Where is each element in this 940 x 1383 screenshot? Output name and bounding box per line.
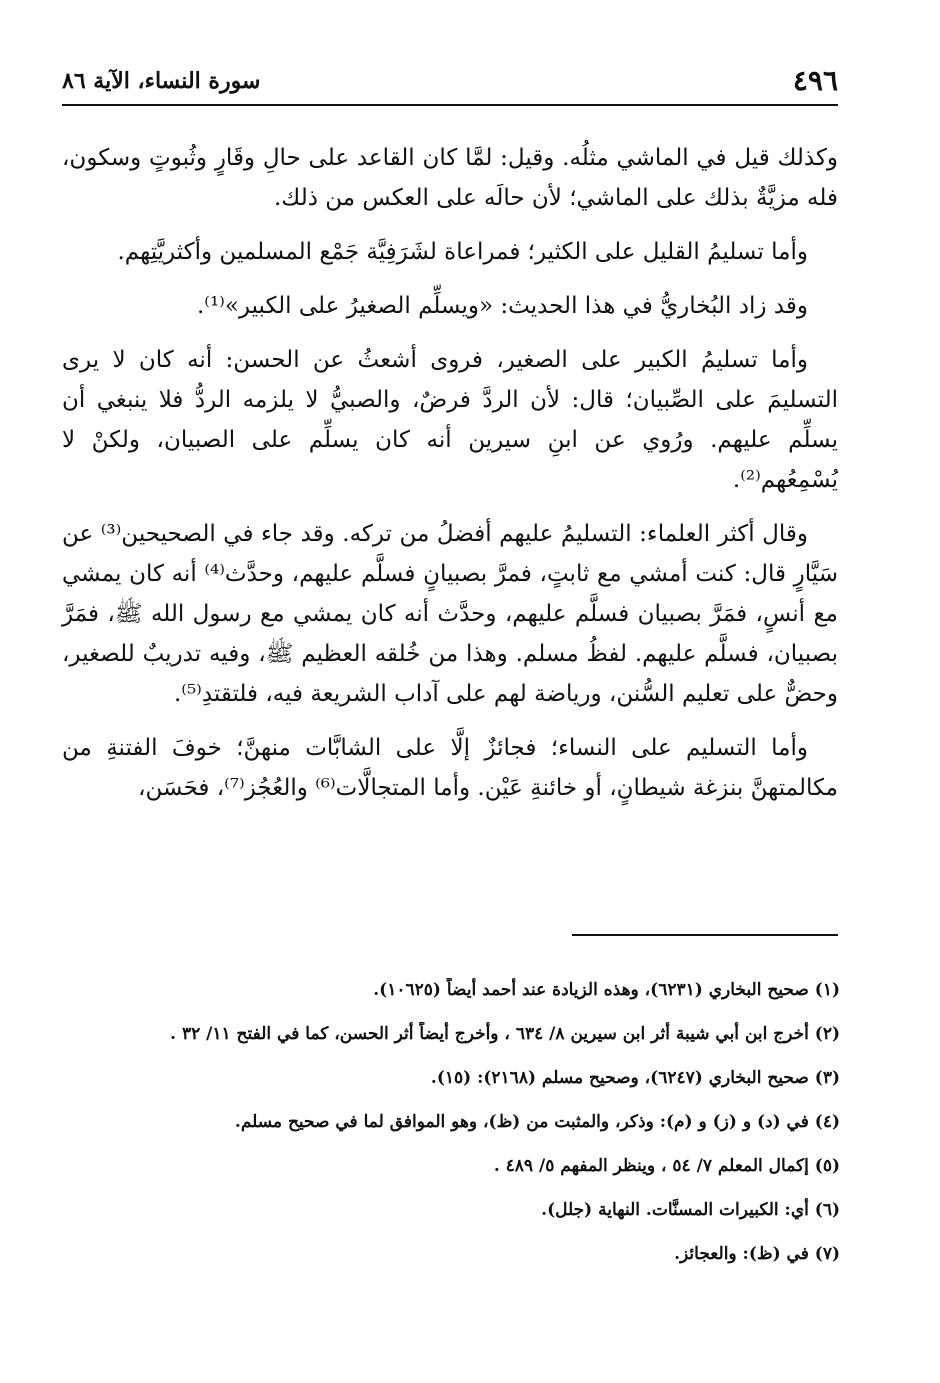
footnote-item: (٧) في (ظ): والعجائز.	[674, 1244, 840, 1264]
footnote-item: (٥) إكمال المعلم ٧/ ٥٤ ، وينظر المفهم ٥/ ٤٨٩ .	[493, 1156, 840, 1176]
paragraph: وأما التسليم على النساء؛ فجائزٌ إلَّا على الشابَّات منهنَّ؛ خوفَ الفتنةِ من مكالمتهنَّ بنزغة شيطانٍ، أو خائنةِ عَيْن. وأما المتجالَّات⁽⁶⁾ والعُجُز⁽⁷⁾، فحَسَن،	[62, 735, 838, 801]
paragraph: وأما تسليمُ الكبير على الصغير، فروى أشعثُ عن الحسن: أنه كان لا يرى التسليمَ على الصِّبيان؛ قال: لأن الردَّ فرضٌ، والصبيُّ لا يلزمه الردُّ فلا ينبغي أن يسلِّم عليهم. ورُوي عن ابنِ سيرين أنه كان يسلِّم على الصبيان، ولكنْ لا يُسْمِعُهم⁽²⁾.	[62, 347, 838, 493]
running-title: سورة النساء، الآية ٨٦	[62, 68, 261, 94]
footnote-item: (٢) أخرج ابن أبي شيبة أثر ابن سيرين ٨/ ٦٣٤ ، وأخرج أيضاً أثر الحسن، كما في الفتح ١١/ ٣٢ .	[170, 1024, 840, 1044]
footnote-divider	[572, 934, 838, 936]
header-divider	[62, 104, 838, 106]
paragraph: وقال أكثر العلماء: التسليمُ عليهم أفضلُ من تركه. وقد جاء في الصحيحين⁽³⁾ عن سَيَّارٍ قال: كنت أمشي مع ثابتٍ، فمرَّ بصبيانٍ فسلَّم عليهم، وحدَّث⁽⁴⁾ أنه كان يمشي مع أنسٍ، فمَرَّ بصبيان فسلَّم عليهم، وحدَّث أنه كان يمشي مع رسول الله ﷺ، فمَرَّ بصبيان، فسلَّم عليهم. لفظُ مسلم. وهذا من خُلقه العظيم ﷺ، وفيه تدريبٌ للصغير، وحضٌّ على تعليم السُّنن، ورياضة لهم على آداب الشريعة فيه، فلتقتدِ⁽⁵⁾.	[62, 521, 838, 707]
footnotes	[62, 978, 840, 1286]
page-header	[62, 62, 838, 100]
page-number: ٤٩٦	[792, 64, 838, 97]
footnote-item: (٤) في (د) و (ز) و (م): وذكر، والمثبت من (ظ)، وهو الموافق لما في صحيح مسلم.	[234, 1112, 840, 1132]
paragraph: وقد زاد البُخاريُّ في هذا الحديث: «ويسلِّم الصغيرُ على الكبير»⁽¹⁾.	[196, 293, 808, 319]
footnote-item: (٣) صحيح البخاري (٦٢٤٧)، وصحيح مسلم (٢١٦٨): (١٥).	[430, 1068, 840, 1088]
paragraph: وكذلك قيل في الماشي مثلُه. وقيل: لمَّا كان القاعد على حالِ وقَارٍ وثُبوتٍ وسكون، فله مزيَّةٌ بذلك على الماشي؛ لأن حالَه على العكس من ذلك.	[62, 145, 838, 211]
footnote-item: (٦) أي: الكبيرات المسنَّات. النهاية (جلل).	[541, 1200, 840, 1220]
main-text	[62, 138, 838, 822]
footnote-item: (١) صحيح البخاري (٦٢٣١)، وهذه الزيادة عند أحمد أيضاً (١٠٦٢٥).	[373, 980, 840, 1000]
paragraph: وأما تسليمُ القليل على الكثير؛ فمراعاة لشَرَفِيَّة جَمْع المسلمين وأكثريَّتِهم.	[117, 239, 808, 265]
